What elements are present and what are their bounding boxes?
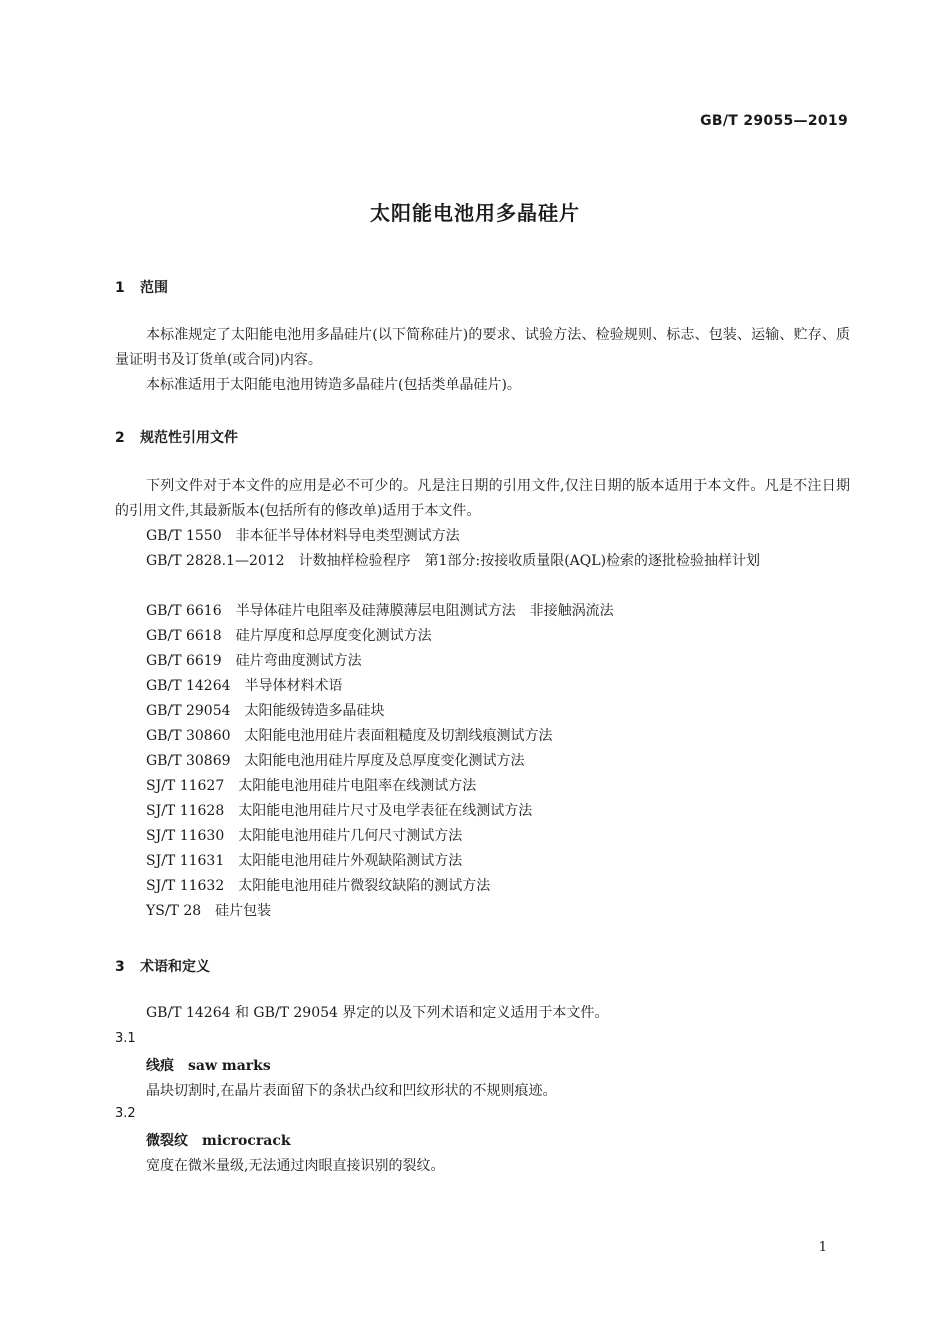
reference-code: GB/T 14264 <box>146 678 231 694</box>
reference-code: GB/T 6616 <box>146 603 222 619</box>
scope-paragraph-1: 本标准规定了太阳能电池用多晶硅片(以下简称硅片)的要求、试验方法、检验规则、标志、包装、运输、贮存、质量证明书及订货单(或合同)内容。 <box>115 327 850 368</box>
reference-item <box>146 674 343 699</box>
reference-code: GB/T 1550 <box>146 528 222 544</box>
reference-item <box>146 699 385 724</box>
term-number: 3.1 <box>115 1031 136 1046</box>
reference-item <box>146 724 553 749</box>
term-number: 3.2 <box>115 1106 136 1121</box>
reference-code: GB/T 6619 <box>146 653 222 669</box>
reference-title: 硅片厚度和总厚度变化测试方法 <box>235 628 432 644</box>
reference-title: 太阳能电池用硅片外观缺陷测试方法 <box>238 853 463 869</box>
scope-paragraph-2: 本标准适用于太阳能电池用铸造多晶硅片(包括类单晶硅片)。 <box>146 377 521 393</box>
reference-title: 半导体硅片电阻率及硅薄膜薄层电阻测试方法 非接触涡流法 <box>235 603 614 619</box>
reference-title: 半导体材料术语 <box>244 678 343 694</box>
reference-code: SJ/T 11627 <box>146 778 225 794</box>
reference-title: 太阳能电池用硅片几何尺寸测试方法 <box>238 828 463 844</box>
reference-item <box>146 749 525 774</box>
reference-code: GB/T 6618 <box>146 628 222 644</box>
term-en: saw marks <box>188 1058 271 1074</box>
section-1-heading <box>115 277 168 297</box>
reference-item <box>146 599 614 624</box>
reference-item <box>146 649 362 674</box>
reference-title: 太阳能级铸造多晶硅块 <box>244 703 385 719</box>
reference-item <box>146 799 532 824</box>
section-title: 范围 <box>140 280 168 296</box>
reference-code: GB/T 2828.1—2012 <box>146 553 285 569</box>
reference-code: YS/T 28 <box>146 903 202 919</box>
reference-title: 太阳能电池用硅片微裂纹缺陷的测试方法 <box>238 878 491 894</box>
reference-title: 太阳能电池用硅片表面粗糙度及切割线痕测试方法 <box>244 728 553 744</box>
term-zh: 线痕 <box>146 1058 174 1074</box>
standard-code: GB/T 29055—2019 <box>700 113 848 129</box>
section-3-heading <box>115 956 210 976</box>
reference-title: 太阳能电池用硅片厚度及总厚度变化测试方法 <box>244 753 525 769</box>
reference-item <box>146 824 462 849</box>
term-name <box>146 1055 271 1075</box>
reference-title: 非本征半导体材料导电类型测试方法 <box>235 528 460 544</box>
reference-title: 太阳能电池用硅片尺寸及电学表征在线测试方法 <box>238 803 533 819</box>
reference-title: 硅片弯曲度测试方法 <box>235 653 362 669</box>
reference-code: SJ/T 11628 <box>146 803 225 819</box>
reference-code: GB/T 30860 <box>146 728 231 744</box>
reference-item <box>146 849 462 874</box>
reference-code: GB/T 30869 <box>146 753 231 769</box>
reference-item <box>146 524 460 549</box>
reference-item <box>146 899 271 924</box>
section-2-heading <box>115 427 238 447</box>
term-name <box>146 1130 291 1150</box>
reference-title: 计数抽样检验程序 第1部分:按接收质量限(AQL)检索的逐批检验抽样计划 <box>298 553 761 569</box>
section-number: 2 <box>115 430 125 446</box>
reference-item <box>146 774 476 799</box>
reference-code: SJ/T 11631 <box>146 853 225 869</box>
section-number: 1 <box>115 280 125 296</box>
reference-item <box>146 624 432 649</box>
reference-item <box>146 874 490 899</box>
term-definition: 宽度在微米量级,无法通过肉眼直接识别的裂纹。 <box>146 1158 445 1174</box>
reference-item <box>115 549 850 574</box>
page-number: 1 <box>818 1240 827 1255</box>
terms-intro: GB/T 14264 和 GB/T 29054 界定的以及下列术语和定义适用于本文件。 <box>146 1005 609 1021</box>
references-intro: 下列文件对于本文件的应用是必不可少的。凡是注日期的引用文件,仅注日期的版本适用于本文件。凡是不注日期的引用文件,其最新版本(包括所有的修改单)适用于本文件。 <box>115 478 850 519</box>
section-title: 术语和定义 <box>140 959 210 975</box>
term-definition: 晶块切割时,在晶片表面留下的条状凸纹和凹纹形状的不规则痕迹。 <box>146 1083 557 1099</box>
term-en: microcrack <box>202 1133 291 1149</box>
section-number: 3 <box>115 959 125 975</box>
reference-code: SJ/T 11632 <box>146 878 225 894</box>
reference-title: 硅片包装 <box>215 903 272 919</box>
reference-code: GB/T 29054 <box>146 703 231 719</box>
reference-title: 太阳能电池用硅片电阻率在线测试方法 <box>238 778 477 794</box>
term-zh: 微裂纹 <box>146 1133 188 1149</box>
section-title: 规范性引用文件 <box>140 430 238 446</box>
document-title: 太阳能电池用多晶硅片 <box>370 201 580 225</box>
reference-code: SJ/T 11630 <box>146 828 225 844</box>
